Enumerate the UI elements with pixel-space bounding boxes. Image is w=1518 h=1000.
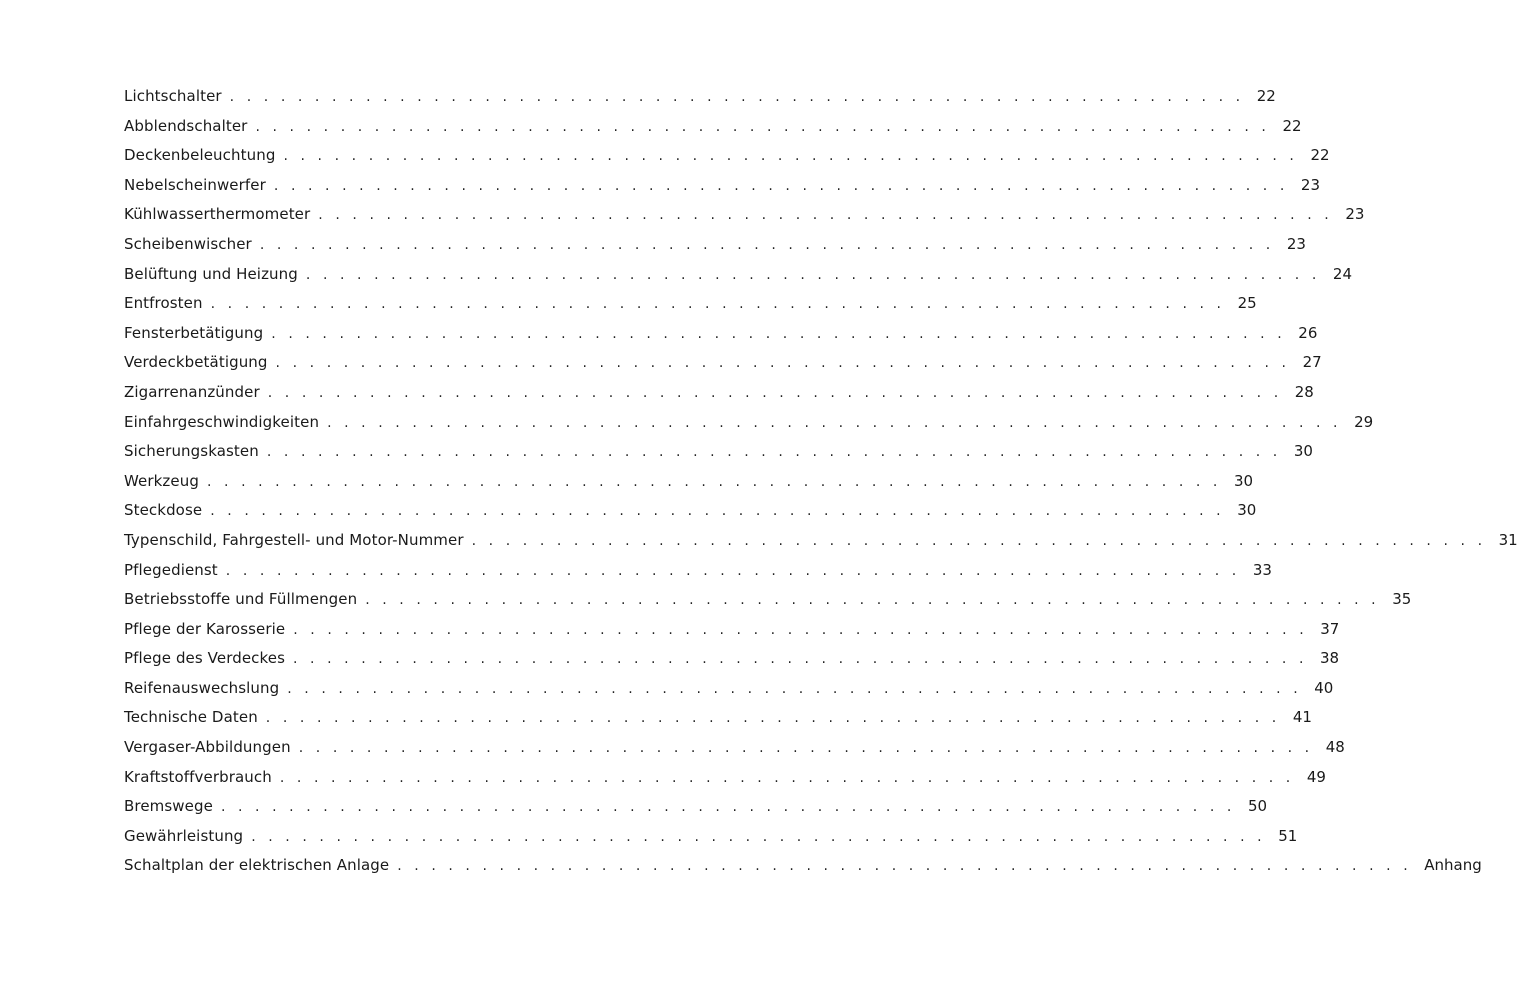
toc-dot-leader: ............................................................ <box>210 296 1234 313</box>
toc-entry <box>124 674 1334 704</box>
toc-entry-page: 50 <box>1247 797 1268 816</box>
toc-dot-leader: ............................................................ <box>255 118 1279 135</box>
toc-dot-leader: ............................................................ <box>225 562 1249 579</box>
toc-entry-title: Sicherungskasten <box>124 442 259 461</box>
toc-entry-page: 31 <box>1498 530 1518 549</box>
toc-entry-title: Scheibenwischer <box>124 234 252 253</box>
toc-entry <box>124 792 1268 822</box>
toc-dot-leader: ............................................................ <box>471 532 1495 549</box>
toc-entry <box>124 703 1312 733</box>
toc-entry-title: Belüftung und Heizung <box>124 264 298 283</box>
toc-entry <box>124 319 1318 349</box>
toc-entry-title: Reifenauswechslung <box>124 678 280 697</box>
toc-dot-leader: ............................................................ <box>279 769 1303 786</box>
toc-entry <box>124 763 1326 793</box>
toc-entry-page: 30 <box>1293 442 1313 461</box>
toc-entry <box>124 437 1313 467</box>
toc-entry-page: 33 <box>1252 560 1272 579</box>
toc-entry-page: 48 <box>1325 738 1345 757</box>
toc-dot-leader: ............................................................ <box>298 740 1322 757</box>
toc-entry-title: Pflege des Verdeckes <box>124 649 285 668</box>
toc-entry-title: Kraftstoffverbrauch <box>124 767 272 786</box>
toc-dot-leader: ............................................................ <box>220 799 1244 816</box>
toc-entry-page: 23 <box>1300 175 1320 194</box>
toc-dot-leader: ............................................................ <box>293 651 1317 668</box>
toc-entry-title: Entfrosten <box>124 294 203 313</box>
toc-entry-title: Nebelscheinwerfer <box>124 175 266 194</box>
toc-entry-title: Betriebsstoffe und Füllmengen <box>124 590 358 609</box>
toc-entry-page: 22 <box>1282 116 1302 135</box>
toc-dot-leader: ............................................................ <box>259 236 1283 253</box>
toc-dot-leader: ............................................................ <box>210 503 1234 520</box>
toc-entry <box>124 200 1365 230</box>
toc-entry <box>124 526 1518 556</box>
toc-entry <box>124 585 1412 615</box>
toc-entry <box>124 556 1272 586</box>
toc-entry-page: 30 <box>1233 471 1254 490</box>
toc-entry-title: Schaltplan der elektrischen Anlage <box>124 856 390 875</box>
toc-entry-title: Fensterbetätigung <box>124 323 264 342</box>
toc-dot-leader: ............................................................ <box>287 680 1311 697</box>
toc-entry-page: 22 <box>1256 87 1276 105</box>
toc-dot-leader: ............................................................ <box>206 473 1230 490</box>
toc-dot-leader: ............................................................ <box>273 177 1297 194</box>
toc-entry-title: Pflege der Karosserie <box>124 619 286 638</box>
toc-entry <box>124 644 1340 674</box>
toc-entry-title: Bremswege <box>124 797 213 816</box>
toc-entry <box>124 230 1306 260</box>
toc-entry <box>124 615 1340 645</box>
toc-entry-page: 37 <box>1320 619 1340 638</box>
toc-entry-title: Zigarrenanzünder <box>124 382 260 401</box>
toc-entry <box>124 851 1482 881</box>
toc-dot-leader: ............................................................ <box>397 858 1421 875</box>
toc-entry-title: Pflegedienst <box>124 560 218 579</box>
toc-entry-page: 27 <box>1302 353 1322 372</box>
toc-dot-leader: ............................................................ <box>327 414 1351 431</box>
toc-entry-page: 38 <box>1320 649 1340 668</box>
toc-dot-leader: ............................................................ <box>267 384 1291 401</box>
toc-entry <box>124 348 1322 378</box>
toc-entry-title: Steckdose <box>124 501 203 520</box>
toc-entry-title: Kühlwasserthermometer <box>124 205 311 224</box>
toc-entry-page: 29 <box>1354 412 1374 431</box>
toc-entry <box>124 289 1257 319</box>
toc-entry-title: Technische Daten <box>124 708 258 727</box>
toc-entry-title: Verdeckbetätigung <box>124 353 268 372</box>
toc-entry-title: Einfahrgeschwindigkeiten <box>124 412 320 431</box>
toc-entry <box>124 467 1254 497</box>
toc-entry <box>124 112 1302 142</box>
toc-entry-page: Anhang <box>1424 856 1482 875</box>
toc-entry-page: 40 <box>1314 678 1334 697</box>
toc-entry-page: 23 <box>1345 205 1365 224</box>
toc-entry-title: Typenschild, Fahrgestell- und Motor-Nummer <box>124 530 464 549</box>
toc-dot-leader: ............................................................ <box>365 592 1389 609</box>
toc-entry-page: 25 <box>1237 294 1257 313</box>
toc-entry <box>124 82 1276 112</box>
toc-dot-leader: ............................................................ <box>305 266 1329 283</box>
toc-entry <box>124 408 1374 438</box>
toc-entry-page: 30 <box>1237 501 1257 520</box>
toc-entry <box>124 260 1352 290</box>
toc-entry <box>124 378 1314 408</box>
toc-entry-title: Werkzeug <box>124 471 199 490</box>
table-of-contents <box>124 82 1518 881</box>
toc-entry-title: Gewährleistung <box>124 826 244 845</box>
toc-entry-title: Abblendschalter <box>124 116 248 135</box>
toc-entry-page: 28 <box>1294 382 1314 401</box>
toc-entry-page: 35 <box>1392 590 1412 609</box>
toc-entry-page: 24 <box>1332 264 1352 283</box>
toc-dot-leader: ............................................................ <box>293 621 1317 638</box>
toc-entry-page: 41 <box>1292 708 1312 727</box>
toc-dot-leader: ............................................................ <box>283 148 1307 165</box>
toc-dot-leader: ............................................................ <box>275 355 1299 372</box>
toc-dot-leader: ............................................................ <box>266 444 1290 461</box>
toc-entry-title: Deckenbeleuchtung <box>124 146 276 165</box>
toc-dot-leader: ............................................................ <box>318 207 1342 224</box>
toc-dot-leader: ............................................................ <box>265 710 1289 727</box>
toc-entry <box>124 141 1330 171</box>
toc-dot-leader: ............................................................ <box>251 828 1275 845</box>
toc-dot-leader: ............................................................ <box>229 89 1253 105</box>
toc-dot-leader: ............................................................ <box>271 325 1295 342</box>
toc-entry <box>124 171 1320 201</box>
toc-entry-title: Vergaser-Abbildungen <box>124 738 291 757</box>
toc-entry-title: Lichtschalter <box>124 87 222 105</box>
toc-entry-page: 51 <box>1278 826 1298 845</box>
toc-entry <box>124 822 1298 852</box>
toc-entry-page: 23 <box>1286 234 1306 253</box>
toc-entry <box>124 733 1345 763</box>
toc-entry-page: 26 <box>1298 323 1318 342</box>
toc-entry <box>124 496 1257 526</box>
toc-entry-page: 22 <box>1310 146 1330 165</box>
toc-entry-page: 49 <box>1306 767 1326 786</box>
